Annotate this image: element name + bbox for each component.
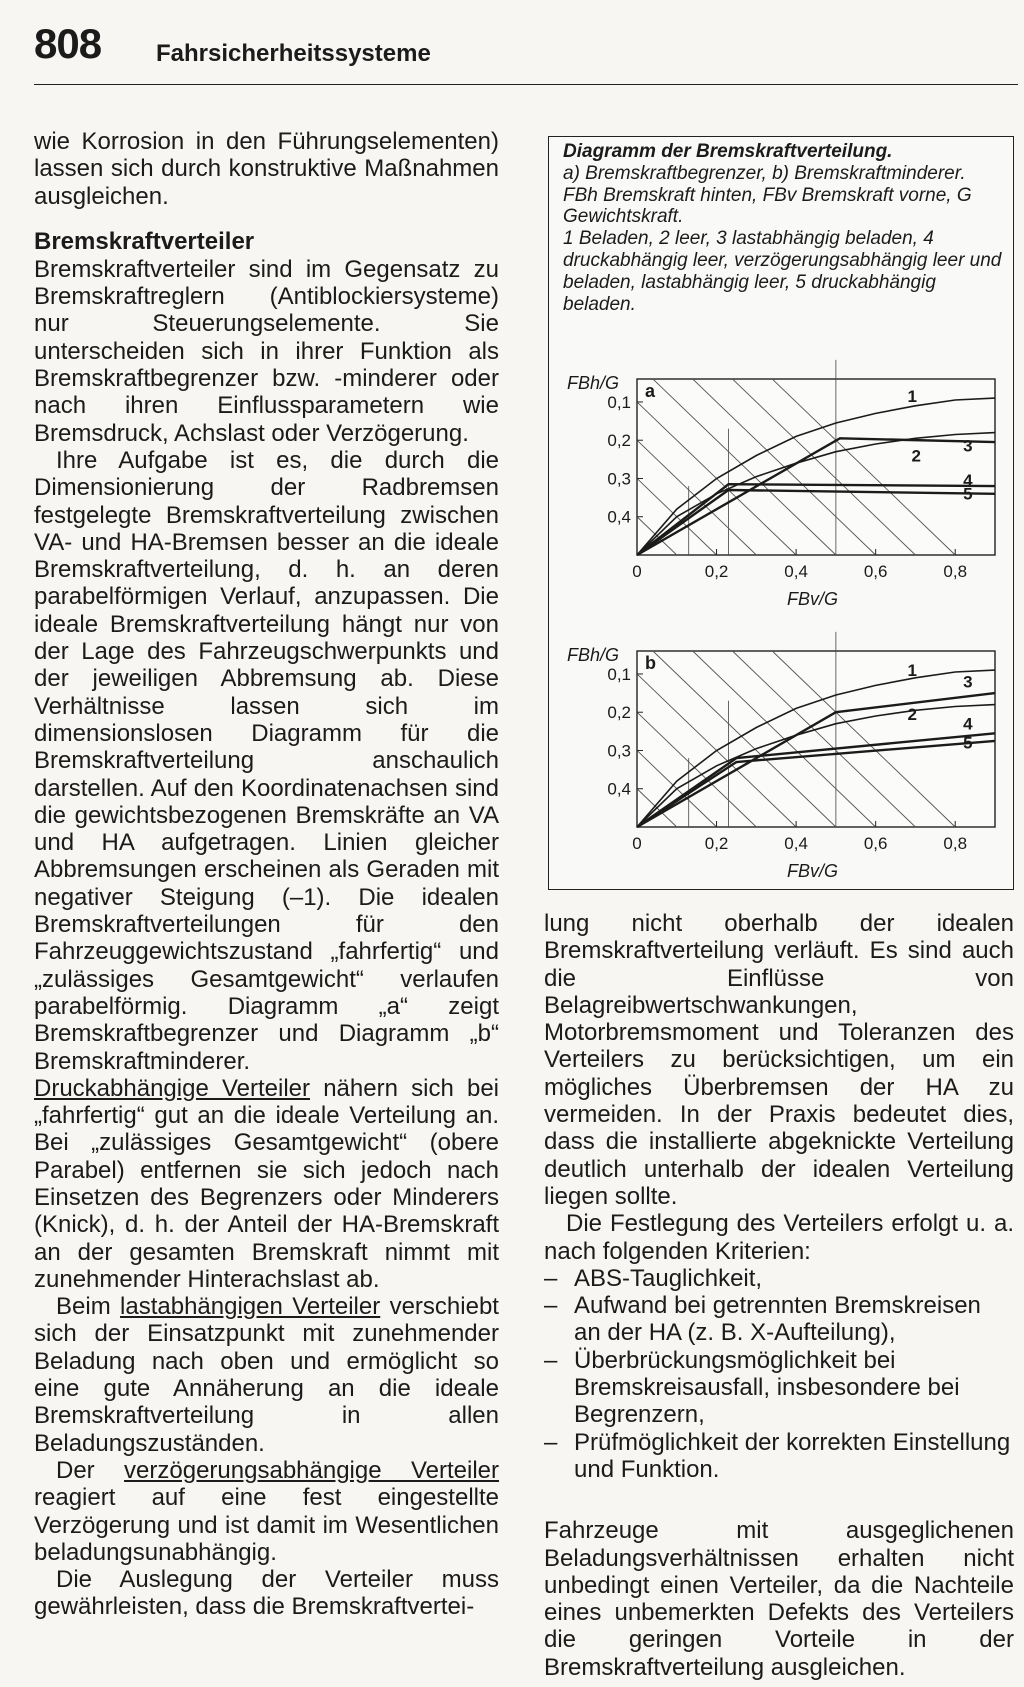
caption-line: a) Bremskraftbegrenzer, b) Bremskraftminderer. [563, 162, 966, 184]
paragraph: Die Festlegung des Verteilers erfolgt u. a. nach folgenden Kriterien: [544, 1210, 1014, 1265]
caption-line: 1 Beladen, 2 leer, 3 lastabhängig beladen, 4 druckabhängig leer, verzögerungsabhängig leer und beladen, lastabhängig leer, 5 druckabhängig beladen. [563, 228, 1002, 315]
criteria-list [544, 1265, 1014, 1483]
figure-box [548, 136, 1014, 890]
x-axis-label: FBv/G [787, 861, 839, 881]
panel-label: a [645, 381, 656, 401]
paragraph [34, 1075, 499, 1293]
list-item: – Prüfmöglichkeit der korrekten Einstellung und Funktion. [544, 1429, 1014, 1484]
curve-label: 5 [963, 484, 973, 504]
paragraph-text: Beim [56, 1293, 121, 1321]
y-tick-label: 0,2 [607, 431, 631, 451]
y-tick-label: 0,1 [607, 664, 631, 684]
x-tick-label: 0,6 [863, 834, 888, 853]
diagram-b [549, 631, 1013, 893]
y-tick-label: 0,4 [607, 779, 631, 799]
list-item: – Aufwand bei getrennten Bremskreisen an der HA (z. B. X-Aufteilung), [544, 1292, 1014, 1347]
y-tick-label: 0,1 [607, 392, 631, 412]
x-axis-label: FBv/G [787, 589, 839, 609]
paragraph [34, 1293, 499, 1457]
panel-label: b [645, 653, 656, 673]
x-tick-label: 0,6 [863, 562, 888, 581]
running-title: Fahrsicherheitssysteme [156, 40, 431, 67]
paragraph-text: reagiert auf eine fest eingestellte Verzögerung und ist damit im Wesentlichen beladungsunabhängig. [34, 1484, 499, 1566]
x-tick-label: 0,2 [704, 834, 729, 853]
curve-label: 4 [963, 714, 973, 734]
x-tick-label: 0,4 [784, 834, 808, 853]
x-tick-label: 0,8 [943, 562, 968, 581]
curve-label: 3 [963, 436, 973, 456]
paragraph [34, 1457, 499, 1566]
diagram-a [549, 359, 1013, 621]
x-tick-label: 0,2 [704, 562, 729, 581]
curve-label: 2 [911, 446, 921, 466]
page-number: 808 [34, 20, 102, 67]
list-item: – Überbrückungsmöglichkeit bei Bremskreisausfall, insbesondere bei Begrenzern, [544, 1347, 1014, 1429]
right-column [544, 910, 1014, 1681]
left-column [34, 128, 499, 1621]
x-tick-label: 0,4 [784, 562, 808, 581]
paragraph: lung nicht oberhalb der idealen Bremskraftverteilung verläuft. Es sind auch die Einflüsse von Belagreibwertschwankungen, Motorbremsmoment und Toleranzen des Verteilers zu berücksichtigen, um ein mögliches Überbremsen der HA zu vermeiden. In der Praxis bedeutet dies, dass die installierte abgeknickte Verteilung deutlich unterhalb der idealen Verteilung liegen sollte. [544, 910, 1014, 1210]
paragraph-text: Der [56, 1456, 125, 1484]
term-druckabhaengig: Druckabhängige Verteiler [34, 1074, 311, 1102]
y-tick-label: 0,3 [607, 741, 631, 761]
y-axis-label: FBh/G [567, 645, 620, 665]
x-tick-label: 0,8 [943, 834, 968, 853]
curve-label: 5 [963, 733, 973, 753]
curve-label: 1 [907, 660, 917, 680]
curve-label: 1 [907, 386, 917, 406]
y-tick-label: 0,4 [607, 507, 631, 527]
curve-label: 3 [963, 672, 973, 692]
paragraph: Die Auslegung der Verteiler muss gewährleisten, dass die Bremskraftvertei- [34, 1566, 499, 1621]
curve-label: 4 [963, 471, 973, 491]
caption-title: Diagramm der Bremskraftverteilung. [563, 141, 893, 162]
paragraph-text: verschiebt sich der Einsatzpunkt mit zunehmender Beladung nach oben und ermöglicht so eine gute Annäherung an die ideale Bremskraftverteilung in allen Beladungszuständen. [34, 1293, 499, 1457]
figure-caption [563, 141, 1003, 315]
spacer [544, 1483, 1014, 1517]
curve-label: 2 [907, 704, 917, 724]
header-rule [34, 84, 1018, 85]
y-tick-label: 0,3 [607, 469, 631, 489]
list-item: – ABS-Tauglichkeit, [544, 1265, 1014, 1292]
section-heading: Bremskraftverteiler [34, 227, 255, 255]
paragraph: Bremskraftverteiler sind im Gegensatz zu Bremskraftreglern (Antiblockiersysteme) nur Steuerungselemente. Sie unterscheiden sich in ihrer Funktion als Bremskraftbegrenzer bzw. -minderer oder nach ihren Einflussparametern wie Bremsdruck, Achslast oder Verzögerung. [34, 255, 499, 447]
term-lastabhaengig: lastabhängigen Verteiler [120, 1293, 381, 1321]
paragraph: Fahrzeuge mit ausgeglichenen Beladungsverhältnissen erhalten nicht unbedingt einen Verteiler, da die Nachteile eines unbemerkten Defekts des Verteilers die geringen Vorteile in der Bremskraftverteilung ausgleichen. [544, 1517, 1014, 1681]
y-tick-label: 0,2 [607, 703, 631, 723]
term-verzoegerungsabhaengig: verzögerungsabhängige Verteiler [124, 1456, 499, 1484]
caption-line: FBh Bremskraft hinten, FBv Bremskraft vorne, G Gewichtskraft. [563, 184, 972, 228]
x-tick-label: 0 [632, 562, 642, 581]
y-axis-label: FBh/G [567, 373, 620, 393]
paragraph: Ihre Aufgabe ist es, die durch die Dimensionierung der Radbremsen festgelegte Bremskraftverteilung zwischen VA- und HA-Bremsen besser an die ideale Bremskraftverteilung, d. h. an deren parabelförmigen Verlauf, anzupassen. Die ideale Bremskraftverteilung hängt nur von der Lage des Fahrzeugschwerpunkts und der jeweiligen Abbremsung ab. Diese Verhältnisse lassen sich im dimensionslosen Diagramm für die Bremskraftverteilung anschaulich darstellen. Auf den Koordinatenachsen sind die gewichtsbezogenen Bremskräfte an VA und HA aufgetragen. Linien gleicher Abbremsungen erscheinen als Geraden mit negativer Steigung (–1). Die idealen Bremskraftverteilungen für den Fahrzeuggewichtszustand „fahrfertig“ und „zulässiges Gesamtgewicht“ verlaufen parabelförmig. Diagramm „a“ zeigt Bremskraftbegrenzer und Diagramm „b“ Bremskraftminderer. [34, 446, 499, 1075]
plot-frame [637, 379, 995, 555]
paragraph-text: nähern sich bei „fahrfertig“ gut an die ideale Verteilung an. Bei „zulässiges Gesamtgewicht“ (obere Parabel) entfernen sie sich jedoch nach Einsetzen des Begrenzers oder Minderers (Knick), d. h. der Anteil der HA-Bremskraft an der gesamten Bremskraft nimmt mit zunehmender Hinterachslast ab. [34, 1074, 499, 1293]
x-tick-label: 0 [632, 834, 642, 853]
paragraph-intro: wie Korrosion in den Führungselementen) lassen sich durch konstruktive Maßnahmen ausgleichen. [34, 128, 499, 210]
